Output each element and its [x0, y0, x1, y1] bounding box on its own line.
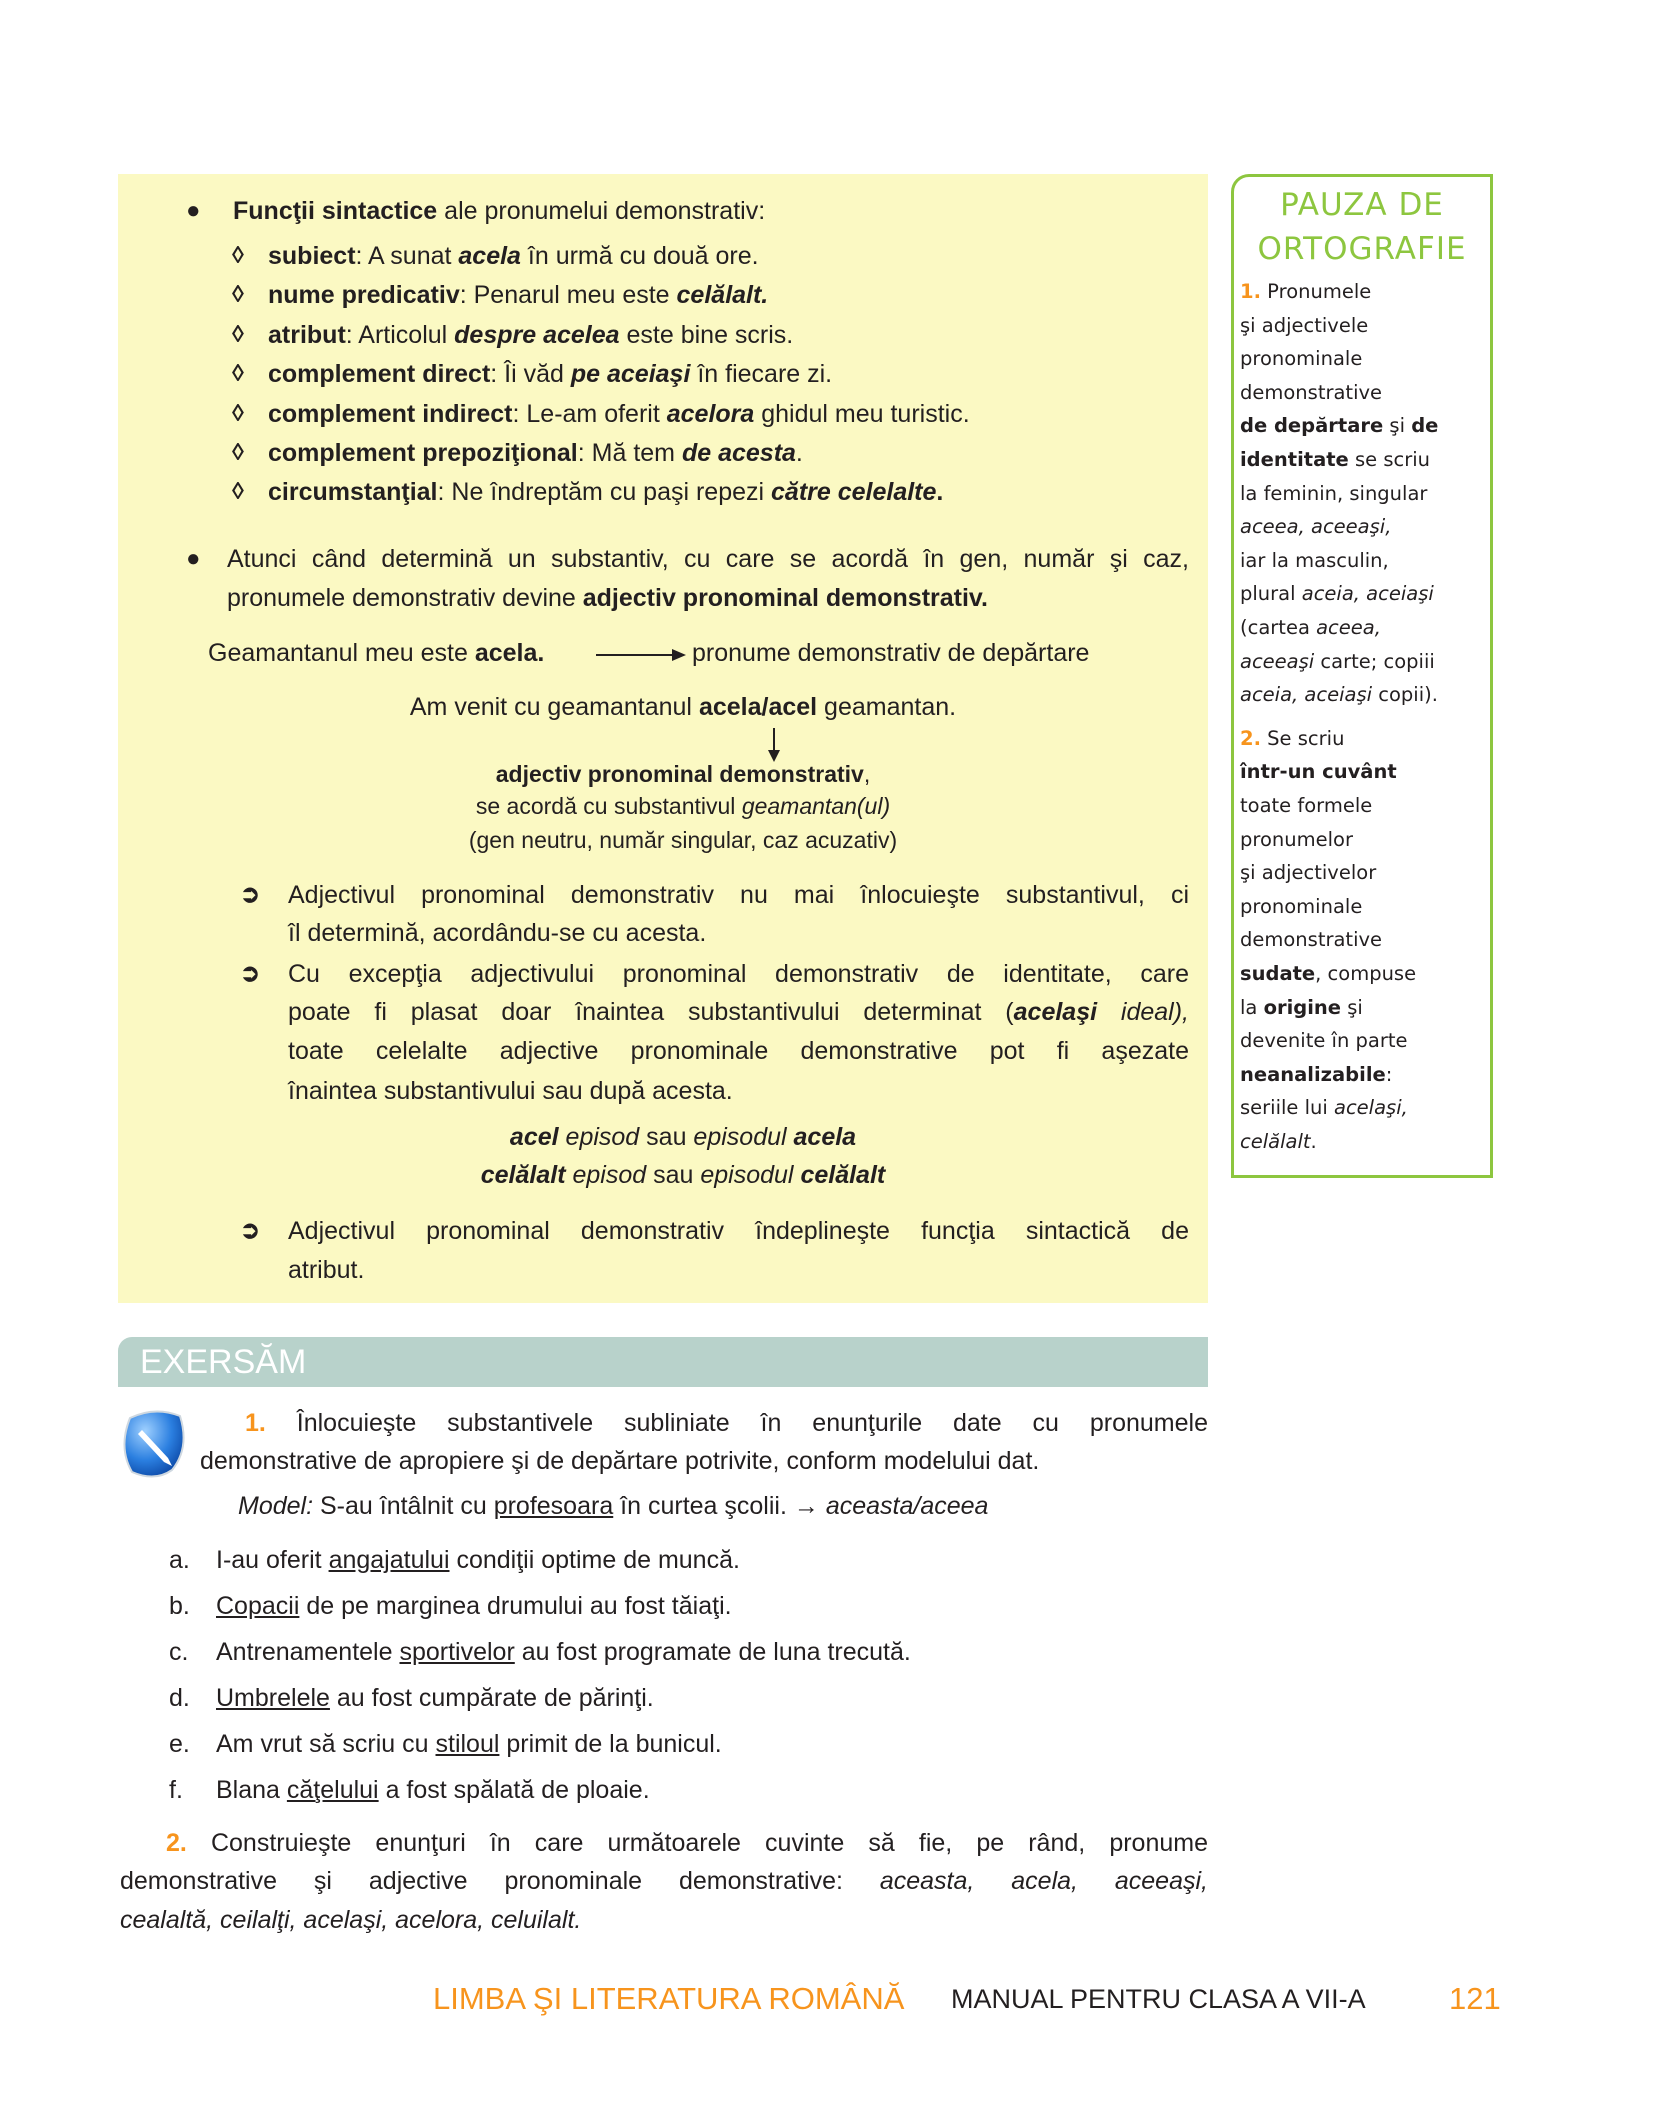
text-run: înaintea substantivului sau după acesta. — [288, 1077, 733, 1105]
function-item — [268, 319, 793, 351]
text-run: , — [863, 761, 871, 787]
exercise-item — [216, 1774, 650, 1806]
text-run: Antrenamentele — [216, 1638, 400, 1666]
text-run: aceea, — [1316, 616, 1381, 639]
curved-arrow-icon: ➲ — [240, 960, 261, 987]
example-explanation — [692, 637, 1089, 669]
exercise-item — [216, 1728, 722, 1760]
diamond-bullet-icon: ◊ — [232, 360, 244, 388]
text-run: demonstrative — [1240, 928, 1383, 952]
function-item — [268, 240, 759, 272]
rule-line — [288, 1215, 1189, 1247]
text-run: acela. — [474, 639, 545, 667]
text-run: : Le-am oferit — [512, 399, 667, 428]
text-run: adjectiv pronominal demonstrativ — [495, 761, 864, 787]
right-arrow-icon — [596, 645, 686, 665]
text-run: Blana — [216, 1776, 287, 1804]
item-letter: f. — [169, 1776, 183, 1804]
exercise-1-instruction — [245, 1407, 1208, 1439]
text-run: acel — [509, 1123, 559, 1151]
text-run: episodul — [693, 1123, 787, 1151]
text-run: aceasta, acela, aceeaşi, — [879, 1867, 1208, 1895]
diamond-bullet-icon: ◊ — [232, 281, 244, 309]
footer-subject: LIMBA ŞI LITERATURA ROMÂNĂ — [433, 1981, 905, 2016]
sidebar-line — [1240, 858, 1376, 888]
exercise-2-instruction — [120, 1904, 581, 1936]
text-run: au fost programate de luna trecută. — [514, 1638, 911, 1666]
function-item — [268, 279, 768, 311]
text-run: cealaltă, ceilalţi, acelaşi, acelora, celuilalt. — [120, 1906, 582, 1934]
text-run: devenite în parte — [1240, 1029, 1408, 1053]
text-run: , compuse — [1315, 962, 1417, 985]
sidebar-line — [1240, 1127, 1317, 1157]
sidebar-line — [1240, 1060, 1392, 1090]
item-letter: b. — [169, 1592, 190, 1620]
note-line — [340, 758, 1026, 790]
sidebar-line — [1240, 311, 1368, 341]
adjective-rule-line — [227, 543, 1189, 575]
text-run: Înlocuieşte substantivele subliniate în enunţurile date cu pronumele — [265, 1409, 1208, 1437]
text-run: : A sunat — [355, 242, 459, 270]
curved-arrow-icon: ➲ — [240, 881, 261, 908]
text-run: toate celelalte adjective pronominale demonstrative pot fi aşezate — [288, 1037, 1189, 1065]
sidebar-line — [1240, 546, 1389, 576]
text-run: de depărtare — [1240, 414, 1384, 438]
text-run: Umbrelele — [216, 1684, 330, 1712]
text-run: sudate — [1240, 962, 1316, 985]
text-run: celălalt — [480, 1161, 566, 1189]
text-run: Adjectivul pronominal demonstrativ nu mai înlocuieşte substantivul, ci — [288, 881, 1189, 909]
sidebar-line — [1240, 993, 1363, 1023]
text-run: circumstanţial — [268, 478, 438, 507]
sidebar-line — [1240, 378, 1382, 408]
text-run: origine — [1263, 995, 1342, 1019]
text-run: atribut. — [288, 1256, 365, 1284]
text-run: acelora — [666, 399, 755, 428]
down-arrow-icon — [766, 728, 782, 762]
bullet-icon: ● — [186, 197, 201, 224]
sidebar-title: PAUZA DE — [1280, 187, 1444, 223]
sidebar-line — [1240, 344, 1362, 374]
text-run: aceasta/aceea — [825, 1492, 989, 1520]
text-run: seriile lui — [1240, 1096, 1335, 1120]
text-run: episod — [565, 1161, 647, 1189]
text-run: nume predicativ — [268, 281, 460, 310]
text-run: : Mă tem — [577, 439, 682, 467]
text-run: I-au oferit — [216, 1546, 329, 1574]
rule-line — [288, 996, 1189, 1028]
diamond-bullet-icon: ◊ — [232, 320, 244, 348]
function-item — [268, 358, 832, 390]
exercise-2-instruction — [120, 1865, 1208, 1897]
rule-line — [288, 1254, 364, 1286]
sidebar-line — [1240, 445, 1430, 475]
text-run: geamantan. — [817, 693, 957, 721]
exercise-section-header — [118, 1337, 1208, 1387]
text-run: Am venit cu geamantanul — [409, 693, 699, 721]
sidebar-line — [1240, 825, 1353, 855]
text-run: S-au întâlnit cu — [313, 1492, 494, 1520]
exercise-1-model — [238, 1490, 988, 1522]
text-run: 1. — [245, 1409, 266, 1437]
text-run: aceia, aceiaşi — [1301, 582, 1434, 606]
text-run: geamantan(ul) — [741, 793, 891, 819]
example-sentence — [340, 691, 1026, 723]
text-run: de — [1411, 414, 1439, 438]
exercise-2-instruction — [166, 1827, 1208, 1859]
text-run: în curtea şcolii. → — [613, 1492, 826, 1520]
text-run: Model: — [238, 1492, 314, 1520]
rule-line — [288, 1035, 1189, 1067]
diamond-bullet-icon: ◊ — [232, 242, 244, 269]
sidebar-line — [1240, 724, 1344, 754]
text-run: Atunci când determină un substantiv, cu care se acordă în gen, număr şi caz, — [227, 545, 1189, 573]
text-run: pronumele demonstrativ devine — [227, 584, 583, 612]
text-run: pronumelor — [1240, 827, 1353, 851]
text-run: demonstrative de apropiere şi de depărtare potrivite, conform modelului dat. — [200, 1447, 1040, 1475]
text-run: este bine scris. — [619, 320, 794, 349]
text-run: angajatului — [328, 1546, 450, 1574]
text-run: în fiecare zi. — [690, 360, 833, 389]
function-item — [268, 476, 943, 508]
text-run: pe aceiaşi — [570, 360, 691, 389]
text-run: neanalizabile — [1240, 1062, 1386, 1086]
text-run: acelaşi — [1013, 998, 1098, 1026]
text-run: sau — [639, 1123, 694, 1151]
sidebar-line — [1240, 892, 1362, 922]
text-run: sportivelor — [399, 1638, 515, 1666]
text-run: în urmă cu două ore. — [520, 242, 759, 270]
text-run: primit de la bunicul. — [499, 1730, 722, 1758]
item-letter: a. — [169, 1546, 190, 1574]
text-run: poate fi plasat doar înaintea substantivului determinat ( — [288, 998, 1014, 1026]
text-run: : Ne îndreptăm cu paşi repezi — [437, 478, 772, 507]
text-run: 2. — [1240, 726, 1261, 750]
exercise-item — [216, 1544, 740, 1576]
text-run: la — [1240, 995, 1264, 1019]
sidebar-line — [1240, 613, 1381, 643]
text-run: acela — [786, 1123, 857, 1151]
exercise-item — [216, 1590, 732, 1622]
page-number: 121 — [1449, 1981, 1501, 2016]
example-sentence — [208, 637, 544, 669]
text-run: Funcţii sintactice — [233, 197, 438, 225]
section-title: EXERSĂM — [140, 1343, 307, 1381]
text-run: Copacii — [216, 1592, 300, 1620]
text-run: acelaşi, — [1334, 1096, 1408, 1120]
text-run: şi adjectivelor — [1240, 861, 1377, 885]
example-line — [340, 1121, 1026, 1153]
text-run: complement direct — [268, 360, 491, 389]
text-run: Cu excepţia adjectivului pronominal demonstrativ de identitate, care — [288, 960, 1189, 988]
text-run: acela — [458, 242, 521, 270]
text-run: se scriu — [1348, 448, 1431, 471]
sidebar-line — [1240, 277, 1371, 307]
exercise-item — [216, 1636, 911, 1668]
text-run: îl determină, acordându-se cu acesta. — [288, 919, 707, 947]
text-run: aceea, aceeaşi, — [1240, 515, 1392, 539]
sidebar-line — [1240, 579, 1434, 609]
text-run: complement indirect — [268, 399, 513, 428]
text-run: aceeaşi — [1240, 649, 1315, 673]
footer-manual: MANUAL PENTRU CLASA A VII-A — [951, 1984, 1366, 2014]
sidebar-line — [1240, 791, 1372, 821]
diamond-bullet-icon: ◊ — [232, 439, 244, 466]
sidebar-line — [1240, 1093, 1408, 1123]
text-run: şi — [1383, 414, 1412, 438]
example-line — [340, 1159, 1026, 1191]
text-run: la feminin, singular — [1240, 481, 1428, 505]
text-run: (cartea — [1240, 616, 1317, 639]
text-run: adjectiv pronominal demonstrativ. — [582, 584, 988, 612]
sidebar-line — [1240, 757, 1397, 787]
text-run: demonstrative — [1240, 380, 1383, 404]
text-run: copii). — [1372, 683, 1438, 707]
text-run: : — [1385, 1062, 1393, 1086]
text-run: Se scriu — [1260, 726, 1345, 750]
rule-line — [288, 917, 706, 949]
text-run: Am vrut să scriu cu — [216, 1730, 436, 1758]
text-run: . — [1310, 1130, 1317, 1153]
sidebar-line — [1240, 647, 1435, 677]
sidebar-line — [1240, 479, 1427, 509]
text-run: stiloul — [435, 1730, 500, 1758]
text-run: Adjectivul pronominal demonstrativ îndeplineşte funcţia sintactică de — [288, 1217, 1189, 1245]
curved-arrow-icon: ➲ — [240, 1217, 261, 1244]
note-line — [340, 790, 1026, 822]
text-run: atribut — [268, 320, 346, 349]
exercise-item — [216, 1682, 654, 1714]
text-run: . — [936, 478, 944, 507]
sidebar-line — [1240, 680, 1438, 710]
text-run: într-un cuvânt — [1240, 760, 1397, 784]
text-run: carte; copiii — [1314, 649, 1435, 673]
function-item — [268, 437, 803, 469]
text-run: episod — [558, 1123, 640, 1151]
text-run: . — [795, 439, 803, 467]
text-run: celălalt — [793, 1161, 886, 1189]
text-run: subiect — [268, 242, 356, 270]
text-run: (gen neutru, număr singular, caz acuzativ) — [468, 827, 898, 853]
text-run: ale pronumelui demonstrativ: — [437, 197, 766, 225]
text-run: de acesta — [681, 439, 796, 467]
text-run: profesoara — [493, 1492, 614, 1520]
sidebar-line — [1240, 512, 1391, 542]
text-run: aceia, aceiaşi — [1240, 683, 1373, 707]
text-run: de pe marginea drumului au fost tăiaţi. — [299, 1592, 732, 1620]
text-run: Pronumele — [1260, 280, 1372, 303]
bullet-icon: ● — [186, 545, 201, 572]
rule-line — [288, 1075, 733, 1107]
adjective-rule-line — [227, 582, 988, 614]
text-run: pronume demonstrativ de depărtare — [692, 639, 1090, 667]
text-run: Geamantanul meu este — [208, 639, 475, 667]
text-run: iar la masculin, — [1240, 548, 1389, 572]
text-run: şi — [1341, 995, 1363, 1019]
sidebar-line — [1240, 1026, 1408, 1056]
text-run: pronominale — [1240, 894, 1363, 918]
diamond-bullet-icon: ◊ — [232, 399, 244, 427]
text-run: 1. — [1240, 280, 1261, 303]
text-run: şi adjectivele — [1240, 313, 1369, 337]
text-run: căţelului — [286, 1776, 379, 1804]
pencil-icon — [120, 1408, 190, 1480]
text-run: identitate — [1240, 448, 1349, 471]
text-run: acela/acel — [698, 693, 818, 721]
rule-line — [288, 879, 1189, 911]
item-letter: e. — [169, 1730, 190, 1758]
item-letter: d. — [169, 1684, 190, 1712]
text-run: Construieşte enunţuri în care următoarele cuvinte să fie, pe rând, pronume — [186, 1829, 1208, 1857]
text-run: : Articolul — [345, 320, 455, 349]
text-run: 2. — [166, 1829, 187, 1857]
sidebar-line — [1240, 959, 1416, 989]
text-run: a fost spălată de ploaie. — [378, 1776, 650, 1804]
text-run: pronominale — [1240, 347, 1363, 371]
function-item — [268, 398, 970, 430]
text-run: plural — [1240, 582, 1302, 606]
item-letter: c. — [169, 1638, 189, 1666]
rule-line — [288, 958, 1189, 990]
diamond-bullet-icon: ◊ — [232, 478, 244, 506]
text-run: către celelalte — [771, 478, 937, 507]
text-run: episodul — [700, 1161, 794, 1189]
text-run: condiţii optime de muncă. — [449, 1546, 740, 1574]
sidebar-title: ORTOGRAFIE — [1257, 231, 1467, 267]
text-run: se acordă cu substantivul — [475, 793, 742, 819]
text-run: ideal), — [1097, 998, 1190, 1026]
text-run: despre acelea — [454, 320, 620, 349]
exercise-1-instruction — [200, 1445, 1039, 1477]
text-run: sau — [646, 1161, 701, 1189]
sidebar-line — [1240, 411, 1438, 441]
sidebar-line — [1240, 925, 1382, 955]
text-run: celălalt. — [676, 281, 769, 310]
text-run: toate formele — [1240, 794, 1373, 817]
text-run: complement prepoziţional — [268, 439, 578, 467]
text-run: ghidul meu turistic. — [754, 399, 970, 428]
text-run: demonstrative şi adjective pronominale demonstrative: — [120, 1867, 880, 1895]
text-run: celălalt — [1240, 1130, 1311, 1153]
functions-heading — [233, 195, 765, 227]
text-run: : Îi văd — [490, 360, 571, 389]
text-run: : Penarul meu este — [459, 281, 677, 310]
note-line — [340, 824, 1026, 856]
text-run: au fost cumpărate de părinţi. — [329, 1684, 654, 1712]
